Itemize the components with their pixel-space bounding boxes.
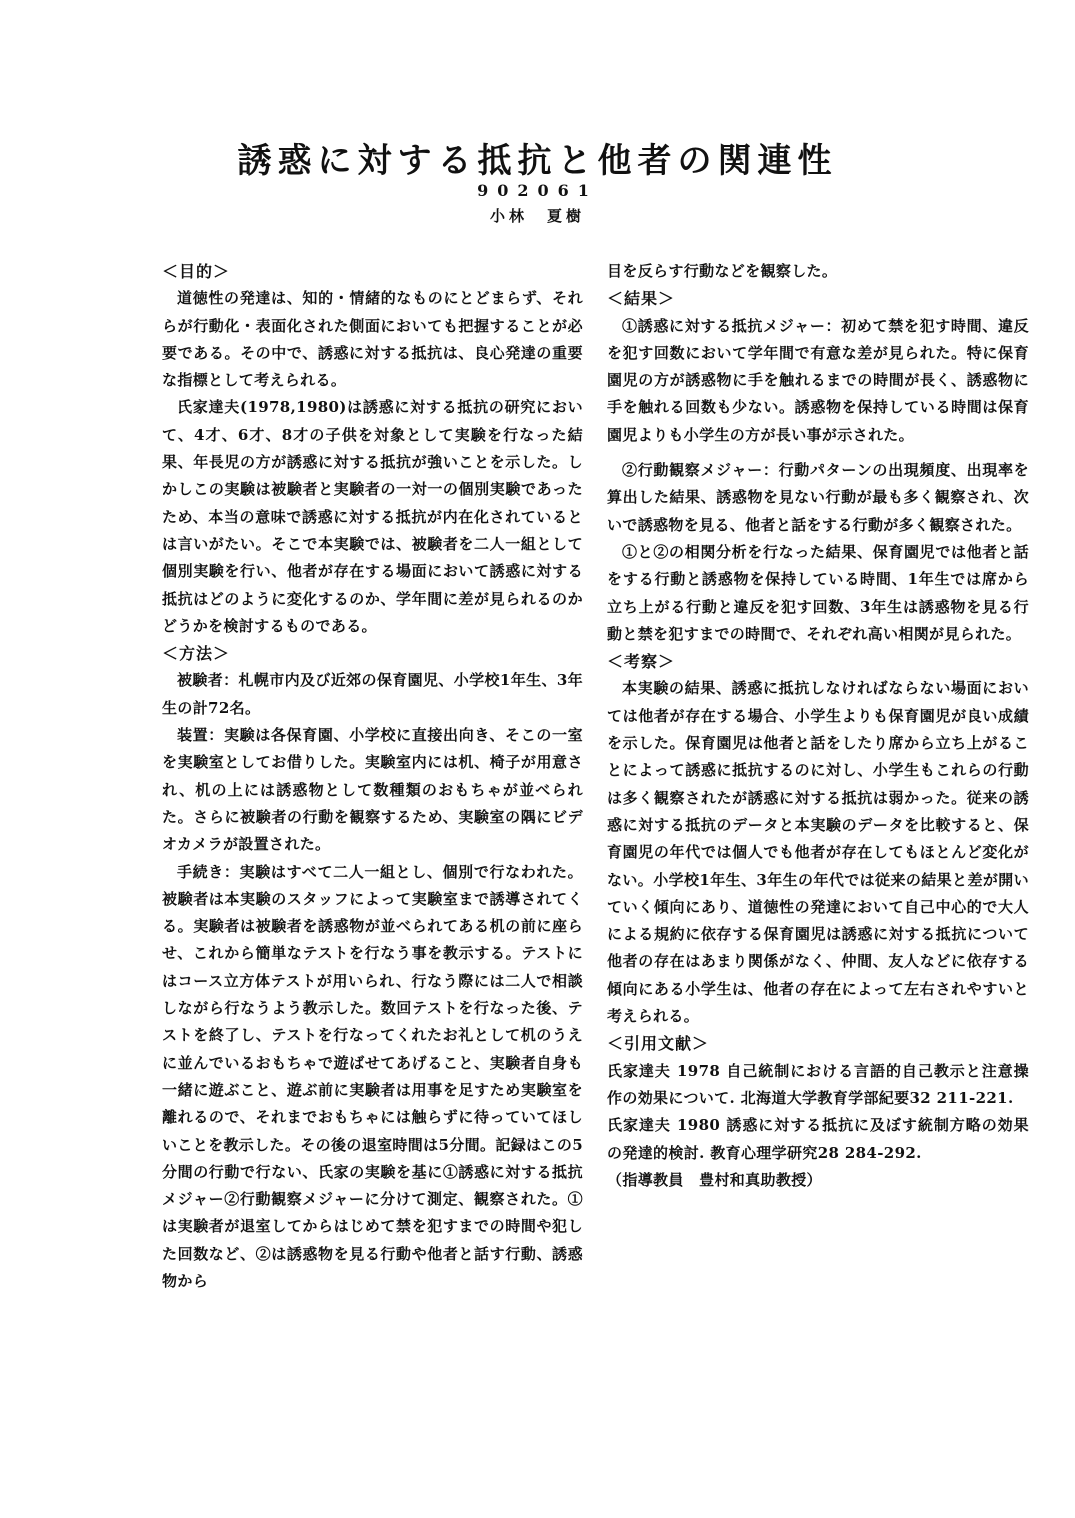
method-continuation: 目を反らす行動などを観察した。 [607, 262, 838, 280]
purpose-paragraph-2: 氏家達夫(1978,1980)は誘惑に対する抵抗の研究において、4才、6才、8才の子供を対象として実験を行なった結果、年長児の方が誘惑に対する抵抗が強いことを示した。しかしこの実験は被験者と実験者の一対一の個別実験であったため、本当の意味で誘惑に対する抵抗が内在化されているとは言いがたい。そこで本実験では、被験者を二人一組として個別実験を行い、他者が存在する場面において誘惑に対する抵抗はどのように変化するのか、学年間に差が見られるのかどうかを検討するものである。 [162, 398, 583, 635]
heading-discussion: ＜考察＞ [607, 652, 676, 672]
left-column [162, 258, 583, 1295]
method-procedure: 手続き：実験はすべて二人一組とし、個別で行なわれた。被験者は本実験のスタッフによって実験室まで誘導されてくる。実験者は被験者を誘惑物が並べられてある机の前に座らせ、これから簡単なテストを行なう事を教示する。テストにはコース立方体テストが用いられ、行なう際には二人で相談しながら行なうよう教示した。数回テストを行なった後、テストを終了し、テストを行なってくれたお礼として机のうえに並んでいるおもちゃで遊ばせてあげること、実験者自身も一緒に遊ぶこと、遊ぶ前に実験者は用事を足すため実験室を離れるので、それまでおもちゃには触らずに待っていてほしいことを教示した。その後の退室時間は5分間。記録はこの5分間の行動で行ない、氏家の実験を基に①誘惑に対する抵抗メジャー②行動観察メジャーに分けて測定、観察された。①は実験者が退室してからはじめて禁を犯すまでの時間や犯した回数など、②は誘惑物を見る行動や他者と話す行動、誘惑物から [162, 862, 583, 1290]
paper-title: 誘惑に対する抵抗と他者の関連性 [237, 141, 838, 181]
reference-2: 氏家達夫 1980 誘惑に対する抵抗に及ぼす統制方略の効果の発達的検討. 教育心理学研究28 284-292. [607, 1116, 1029, 1162]
heading-purpose: ＜目的＞ [162, 262, 231, 281]
method-subjects: 被験者：札幌市内及び近郊の保育園児、小学校1年生、3年生の計72名。 [162, 671, 583, 717]
discussion-paragraph: 本実験の結果、誘惑に抵抗しなければならない場面においては他者が存在する場合、小学生よりも保育園児が良い成績を示した。保育園児は他者と話をしたり席から立ち上がることによって誘惑に抵抗するのに対し、小学生もこれらの行動は多く観察されたが誘惑に対する抵抗は弱かった。従来の誘惑に対する抵抗のデータと本実験のデータを比較すると、保育園児の年代では個人でも他者が存在してもほとんど変化がない。小学校1年生、3年生の年代では従来の結果と差が開いていく傾向にあり、道徳性の発達において自己中心的で大人による規約に依存する保育園児は誘惑に対する抵抗について他者の存在はあまり関係がなく、仲間、友人などに依存する傾向にある小学生は、他者の存在によって左右されやすいと考えられる。 [607, 679, 1029, 1026]
purpose-paragraph-1: 道徳性の発達は、知的・情緒的なものにとどまらず、それらが行動化・表面化された側面においても把握することが必要である。その中で、誘惑に対する抵抗は、良心発達の重要な指標として考えられる。 [162, 289, 583, 390]
supervisor-note: （指導教員 豊村和真助教授） [607, 1170, 822, 1189]
results-paragraph-2: ②行動観察メジャー：行動パターンの出現頻度、出現率を算出した結果、誘惑物を見ない行動が最も多く観察され、次いで誘惑物を見る、他者と話をする行動が多く観察された。 [607, 461, 1029, 534]
heading-results: ＜結果＞ [607, 289, 676, 309]
student-id: 902061 [477, 181, 598, 200]
method-apparatus: 装置：実験は各保育園、小学校に直接出向き、そこの一室を実験室としてお借りした。実験室内には机、椅子が用意され、机の上には誘惑物として数種類のおもちゃが並べられた。さらに被験者の行動を観察するため、実験室の隅にビデオカメラが設置された。 [162, 726, 583, 854]
results-paragraph-3: ①と②の相関分析を行なった結果、保育園児では他者と話をする行動と誘惑物を保持している時間、1年生では席から立ち上がる行動と違反を犯す回数、3年生は誘惑物を見る行動と禁を犯すまでの時間で、それぞれ高い相関が見られた。 [607, 542, 1029, 643]
heading-references: ＜引用文献＞ [607, 1034, 710, 1054]
heading-method: ＜方法＞ [162, 644, 231, 664]
right-column [607, 258, 1029, 1194]
author-name: 小林 夏樹 [489, 207, 585, 225]
results-paragraph-1: ①誘惑に対する抵抗メジャー：初めて禁を犯す時間、違反を犯す回数において学年間で有意な差が見られた。特に保育園児の方が誘惑物に手を触れるまでの時間が長く、誘惑物に手を触れる回数も少ない。誘惑物を保持している時間は保育園児よりも小学生の方が長い事が示された。 [607, 316, 1029, 444]
reference-1: 氏家達夫 1978 自己統制における言語的自己教示と注意操作の効果について. 北海道大学教育学部紀要32 211-221. [607, 1061, 1029, 1107]
